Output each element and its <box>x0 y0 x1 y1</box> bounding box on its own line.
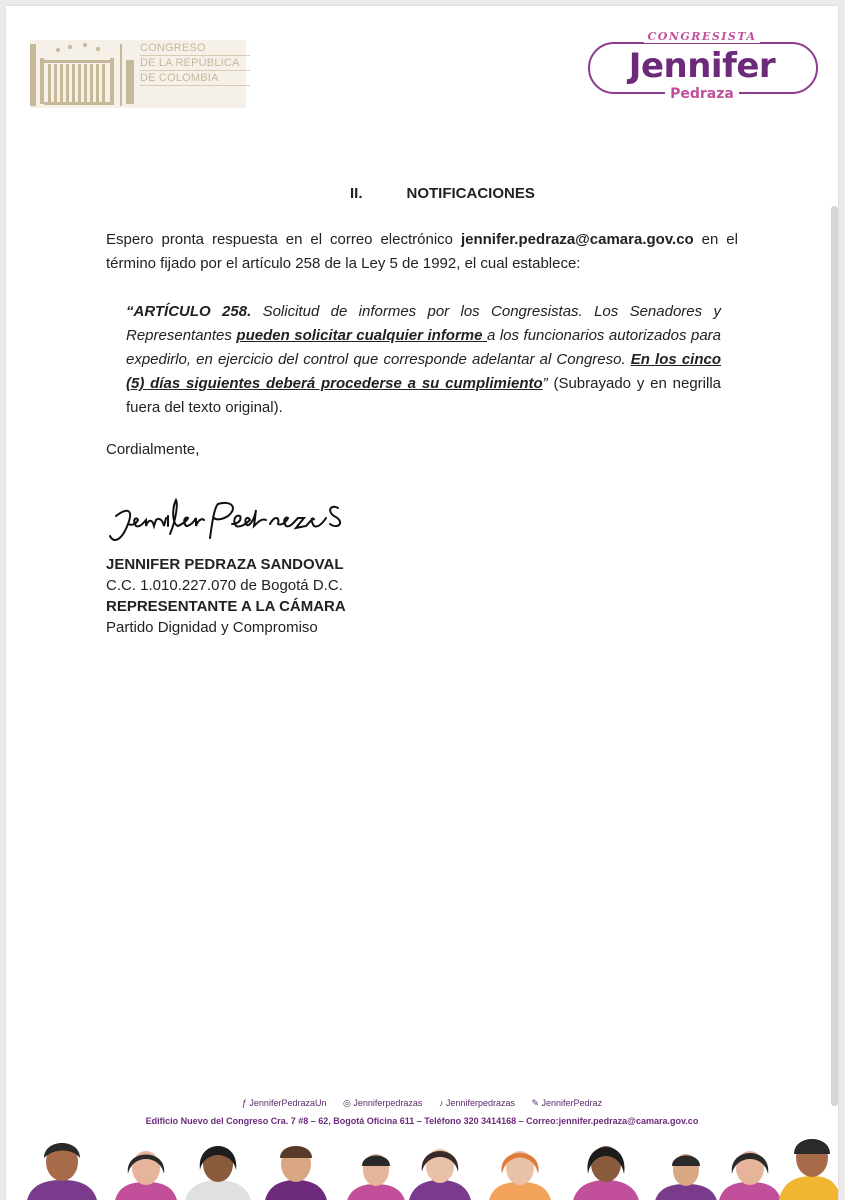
congress-logo <box>30 34 246 110</box>
closing: Cordialmente, <box>106 441 200 458</box>
section-title: NOTIFICACIONES <box>406 185 535 202</box>
logo-surname: Pedraza <box>582 86 822 102</box>
footer-social-links <box>6 1098 838 1109</box>
email-text: jennifer.pedraza@camara.gov.co <box>460 231 694 248</box>
signature-icon <box>106 494 371 556</box>
signer-name: JENNIFER PEDRAZA SANDOVAL <box>106 556 344 573</box>
facebook-link[interactable]: ƒ JenniferPedrazaUn <box>241 1098 327 1108</box>
signer-party: Partido Dignidad y Compromiso <box>106 619 318 636</box>
article-number: ARTÍCULO 258. <box>133 303 252 320</box>
request-paragraph: Espero pronta respuesta en el correo electrónico jennifer.pedraza@camara.gov.co en el término fijado por el artículo 258 de la Ley 5 de 1992, el cual establece: <box>106 231 738 272</box>
tiktok-link[interactable]: ♪ Jenniferpedrazas <box>438 1098 515 1108</box>
footer-address: Edificio Nuevo del Congreso Cra. 7 #8 – 62, Bogotá Oficina 611 – Teléfono 320 3414168 – Correo:jennifer.pedraza@camara.gov.co <box>145 1116 699 1126</box>
underlined-phrase-1: pueden solicitar cualquier informe <box>236 327 487 344</box>
congress-name: CONGRESO DE LA REPÚBLICA DE COLOMBIA <box>140 41 250 86</box>
logo-name: Jennifer <box>628 46 776 86</box>
signer-id: C.C. 1.010.227.070 de Bogotá D.C. <box>106 577 343 594</box>
underlined-phrase-2: En los cinco (5) días siguientes deberá procederse a su cumplimiento <box>126 351 721 392</box>
quote-note: (Subrayado y en negrilla fuera del texto original). <box>126 375 722 416</box>
section-heading <box>350 185 535 202</box>
instagram-link[interactable]: ◎ Jenniferpedrazas <box>342 1098 423 1108</box>
logo-top-text: CONGRESISTA <box>582 30 822 43</box>
handwritten-signature <box>106 494 371 556</box>
twitter-link[interactable]: ✎ JenniferPedraz <box>531 1098 603 1108</box>
signer-block <box>106 554 346 638</box>
signer-role: REPRESENTANTE A LA CÁMARA <box>106 598 346 615</box>
candidate-logo <box>582 28 822 108</box>
people-illustration-icon <box>6 1124 838 1200</box>
article-quote: “ARTÍCULO 258. Solicitud de informes por los Congresistas. Los Senadores y Representantes pueden solicitar cualquier informe a los funcionarios autorizados para expedirlo, en ejercicio del control que corresponde adelantar al Congreso. En los cinco (5) días siguientes deberá procederse a su cumplimiento” (Subrayado y en negrilla fuera del texto original). <box>126 303 722 416</box>
scrollbar[interactable] <box>831 206 838 1106</box>
section-number: II. <box>350 185 363 202</box>
document-page <box>6 6 838 1200</box>
